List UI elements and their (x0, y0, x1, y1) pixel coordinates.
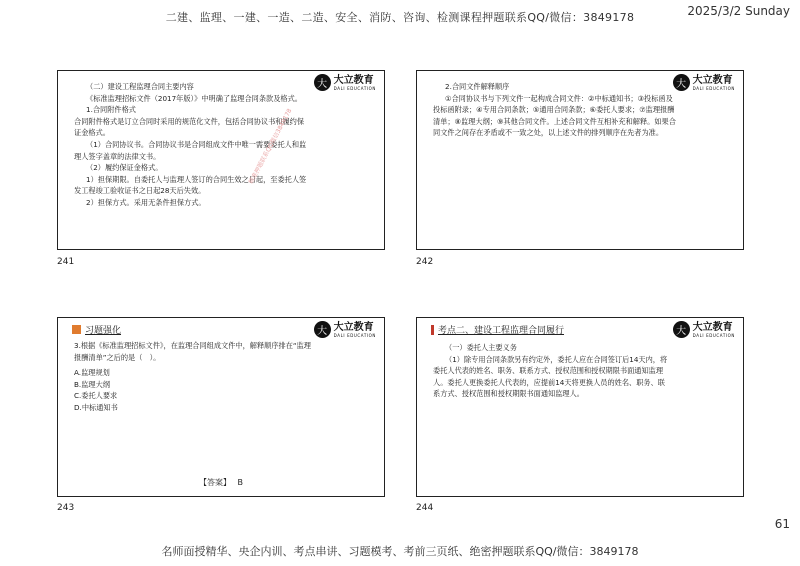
slide-text: （1）除专用合同条款另有约定外，委托人应在合同签订后14天内，将委托人代表的姓名、职务、联系方式、授权范围和授权期限书面通知监理人。委托人更换委托人代表的，应提前14天将更换人员的姓名、职务、联系方式、授权范围和授权期限书面通知监理人。 (433, 354, 668, 399)
logo-name: 大立教育 (692, 321, 733, 333)
header-promo: 二建、监理、一建、一造、二造、安全、消防、咨询、检测课程押题联系QQ/微信：3849178 (165, 11, 635, 24)
slide-text: ①合同协议书与下列文件一起构成合同文件：②中标通知书；③投标函及投标函附录；④专用合同条款；⑤通用合同条款；⑥委托人要求；⑦监理报酬清单；⑧监理大纲；⑨其他合同文件。上述合同文件互相补充和解释。如果合同文件之间存在矛盾或不一致之处，以上述文件的排列顺序在先者为准。 (433, 93, 676, 138)
answer-value: B (237, 478, 244, 487)
slide-text: 1）担保期限。自委托人与监理人签订的合同生效之日起，至委托人签发工程竣工验收证书之日起28天后失效。 (74, 174, 307, 196)
slide-text: 2）担保方式。采用无条件担保方式。 (86, 197, 206, 207)
logo-name-en: DALI EDUCATION (333, 85, 376, 91)
bullet-bar-icon (431, 325, 434, 335)
logo-name-en: DALI EDUCATION (692, 332, 735, 338)
option-a: A.监理规划 (74, 368, 110, 378)
slide-heading: 2.合同文件解释顺序 (445, 82, 510, 91)
slide-text: 合同附件格式是订立合同时采用的规范化文件，包括合同协议书和履约保证金格式。 (74, 116, 305, 138)
logo-name-en: DALI EDUCATION (692, 85, 735, 91)
slide-241 (57, 70, 385, 250)
footer-promo: 名师面授精华、央企内训、考点串讲、习题模考、考前三页纸、绝密押题联系QQ/微信：3849178 (161, 545, 639, 558)
logo-name: 大立教育 (333, 74, 374, 86)
logo (673, 321, 735, 338)
slide-text: （1）合同协议书。合同协议书是合同组成文件中唯一需要委托人和监理人签字盖章的法律文书。 (74, 139, 307, 161)
slide-text: 《标准监理招标文件（2017年版）》中明确了监理合同条款及格式。 (86, 93, 302, 103)
slide-text: （2）履约保证金格式。 (86, 163, 163, 173)
page-number: 61 (774, 517, 790, 531)
slide-heading: （二）建设工程监理合同主要内容 (86, 82, 194, 91)
slide-number: 243 (57, 503, 75, 513)
logo-icon: 大 (673, 321, 690, 338)
option-d: D.中标通知书 (74, 402, 118, 412)
section-title-text: 考点二、建设工程监理合同履行 (438, 326, 565, 336)
answer (58, 477, 384, 488)
slide-244 (416, 317, 744, 497)
slide-number: 241 (57, 257, 75, 267)
answer-label: 【答案】 (198, 478, 231, 487)
section-title (72, 323, 121, 336)
question-text: 3.根据《标准监理招标文件》，在监理合同组成文件中，解释顺序排在“监理报酬清单”之后的是（ ）。 (74, 341, 311, 362)
option-b: B.监理大纲 (74, 379, 110, 389)
logo (314, 321, 376, 338)
option-c: C.委托人要求 (74, 391, 118, 401)
logo-icon: 大 (314, 321, 331, 338)
slide-number: 244 (416, 503, 434, 513)
logo (673, 74, 735, 91)
logo-icon: 大 (673, 74, 690, 91)
logo-icon: 大 (314, 74, 331, 91)
logo-name: 大立教育 (692, 74, 733, 86)
slide-242 (416, 70, 744, 250)
section-title-text: 习题强化 (85, 326, 122, 336)
header-date: 2025/3/2 Sunday (687, 4, 790, 18)
watermark: 精准押题联系QQ微信3849178 (247, 107, 294, 186)
bullet-square-icon (72, 325, 81, 334)
slide-243 (57, 317, 385, 497)
section-title (431, 323, 564, 336)
logo (314, 74, 376, 91)
logo-name: 大立教育 (333, 321, 374, 333)
logo-name-en: DALI EDUCATION (333, 332, 376, 338)
slide-text: 1.合同附件格式 (86, 105, 136, 115)
slide-number: 242 (416, 257, 434, 267)
slide-subheading: （一）委托人主要义务 (445, 343, 517, 352)
